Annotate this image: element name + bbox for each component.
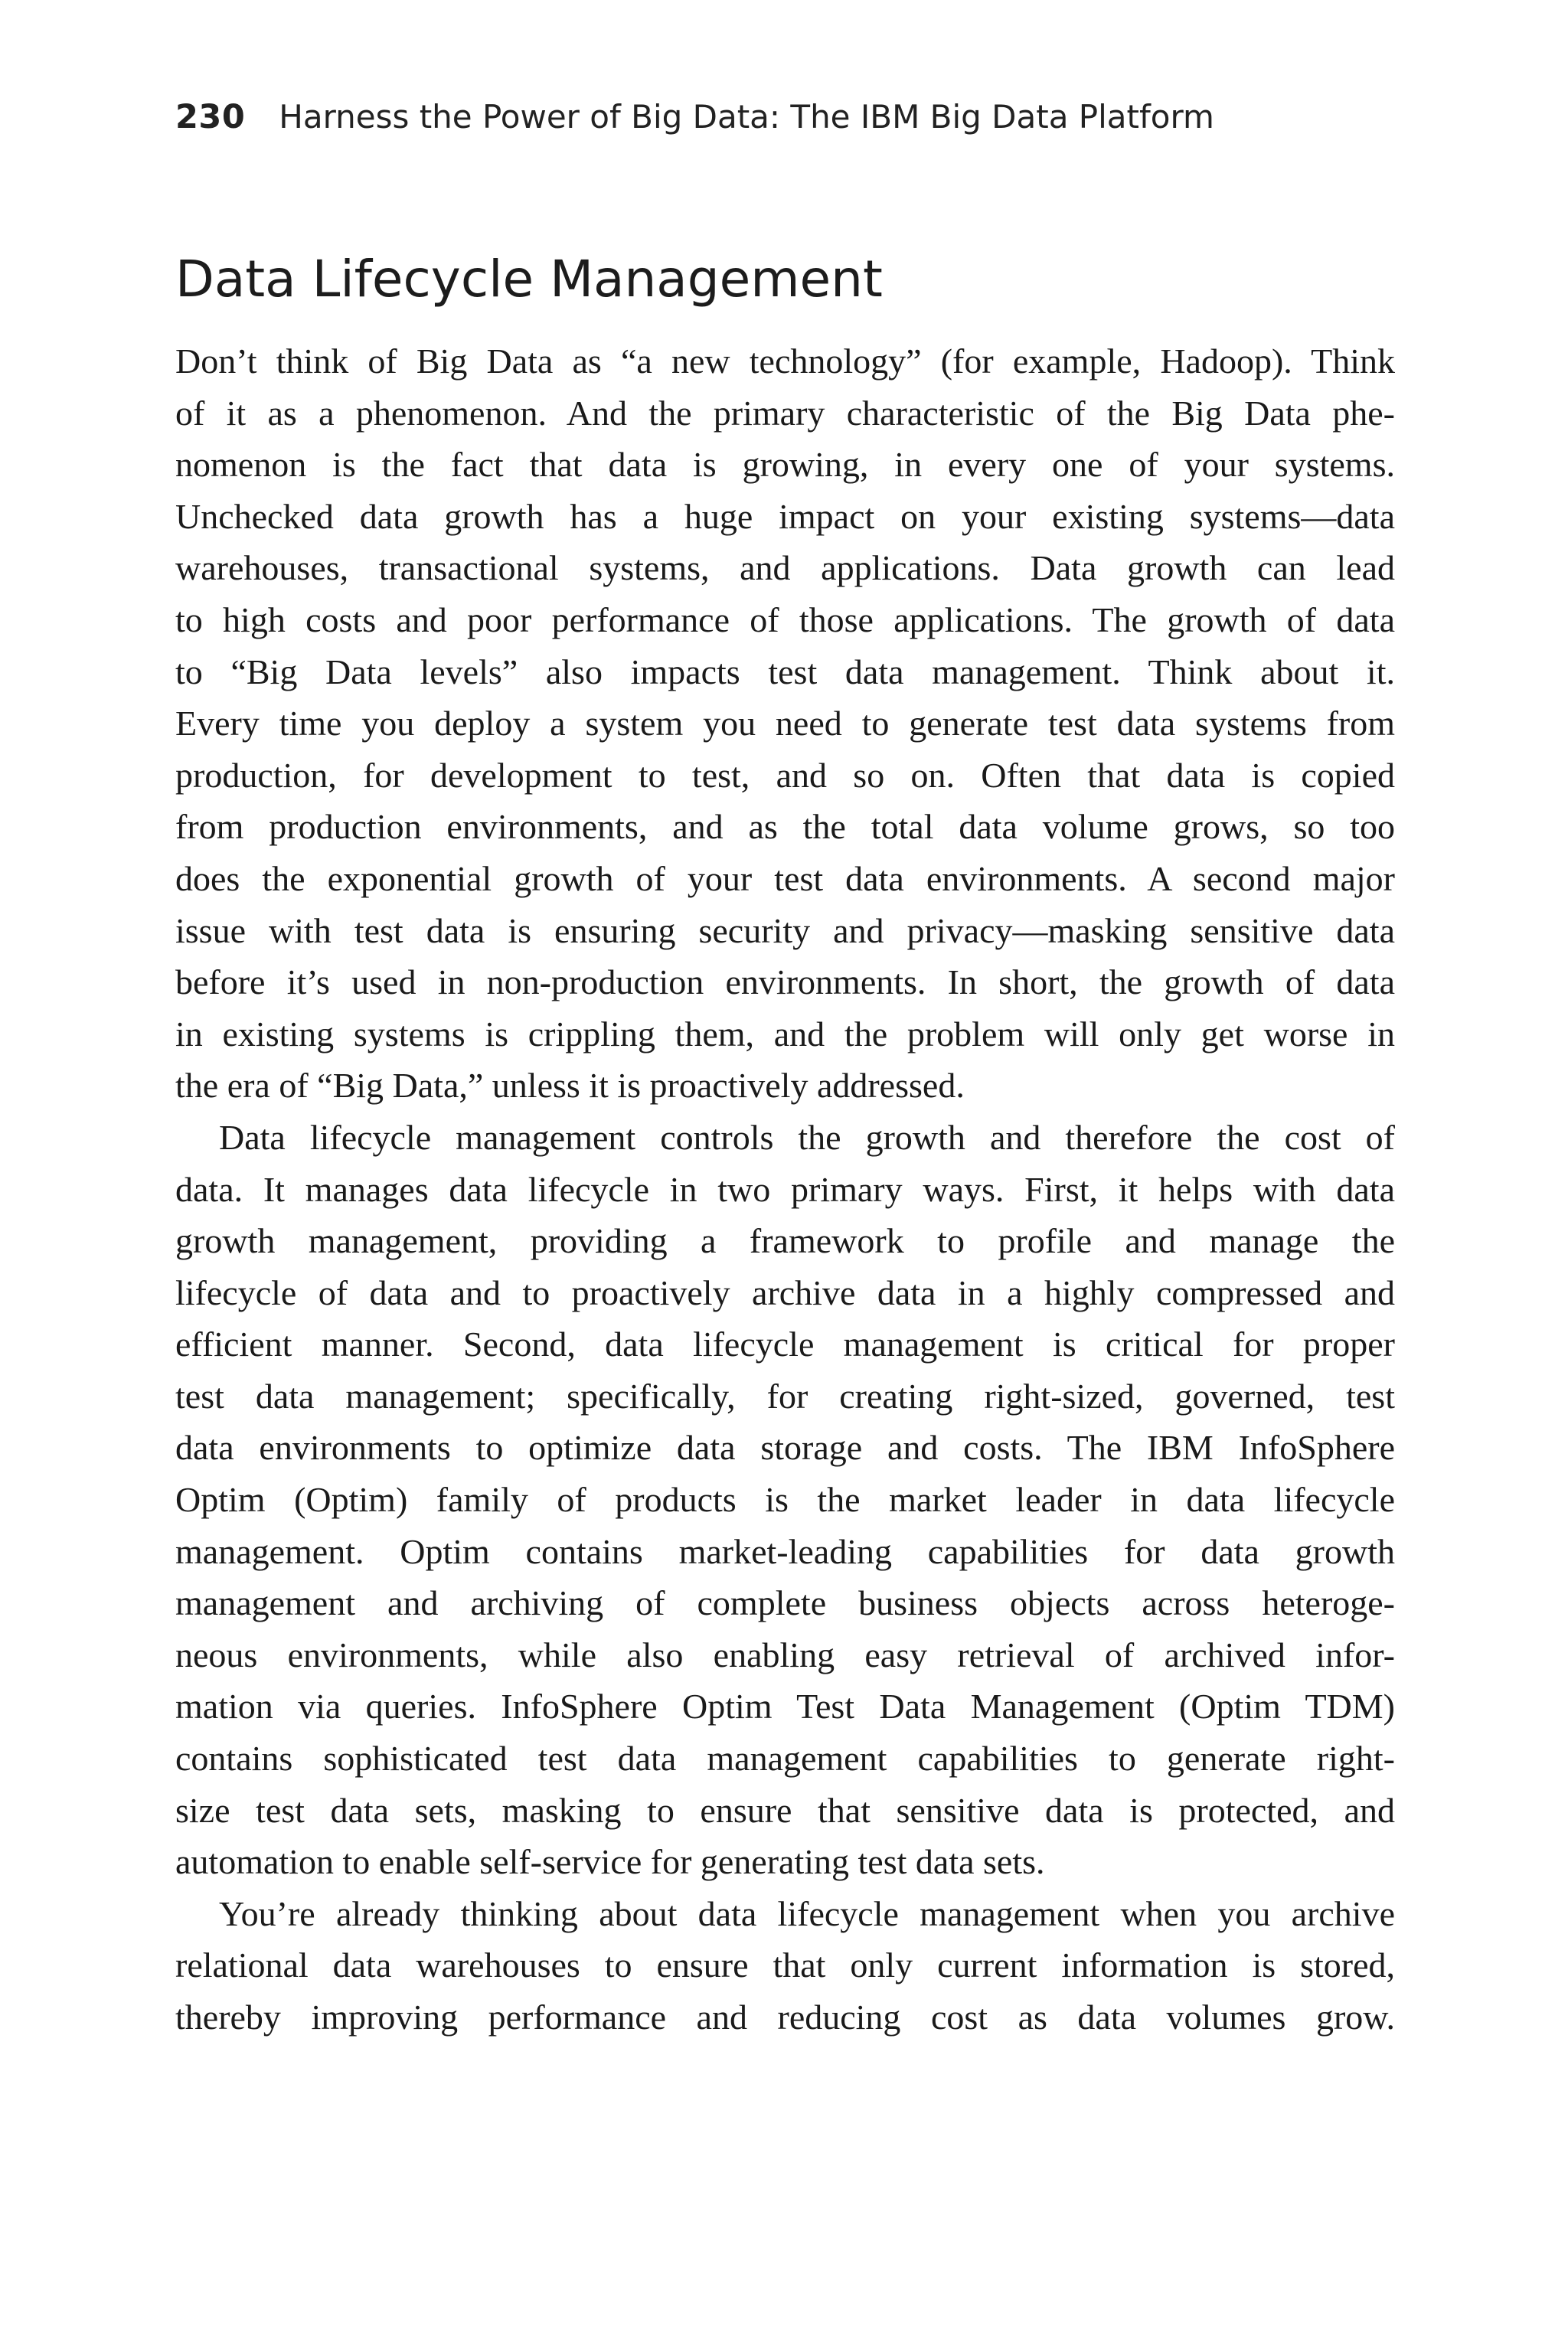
- body-text: [175, 335, 1395, 2043]
- page-number: 230: [175, 98, 246, 136]
- text-line: mation via queries. InfoSphere Optim Test Data Management (Optim TDM): [175, 1687, 1395, 1726]
- text-line: Don’t think of Big Data as “a new technology” (for example, Hadoop). Think: [175, 341, 1395, 381]
- text-line: the era of “Big Data,” unless it is proactively addressed.: [175, 1066, 965, 1106]
- section-title: Data Lifecycle Management: [175, 250, 883, 309]
- text-line: relational data warehouses to ensure that only current information is stored,: [175, 1945, 1395, 1985]
- text-line: from production environments, and as the total data volume grows, so too: [175, 807, 1395, 847]
- text-line: warehouses, transactional systems, and applications. Data growth can lead: [175, 548, 1395, 588]
- text-line: in existing systems is crippling them, and the problem will only get worse in: [175, 1014, 1395, 1054]
- text-line: test data management; specifically, for creating right-sized, governed, test: [175, 1376, 1395, 1416]
- text-line: before it’s used in non-production environments. In short, the growth of data: [175, 962, 1395, 1002]
- text-line: size test data sets, masking to ensure that sensitive data is protected, and: [175, 1790, 1395, 1830]
- text-line: neous environments, while also enabling easy retrieval of archived infor-: [175, 1635, 1395, 1674]
- text-line: management. Optim contains market-leading capabilities for data growth: [175, 1531, 1395, 1571]
- text-line: Every time you deploy a system you need to generate test data systems from: [175, 704, 1395, 743]
- text-line: production, for development to test, and so on. Often that data is copied: [175, 755, 1395, 795]
- text-line: does the exponential growth of your test data environments. A second major: [175, 858, 1395, 898]
- text-line: Unchecked data growth has a huge impact on your existing systems—data: [175, 496, 1395, 536]
- text-line: to “Big Data levels” also impacts test data management. Think about it.: [175, 652, 1395, 691]
- text-line: contains sophisticated test data management capabilities to generate right-: [175, 1739, 1395, 1779]
- text-line: data environments to optimize data storage and costs. The IBM InfoSphere: [175, 1428, 1395, 1468]
- book-title: Harness the Power of Big Data: The IBM Big Data Platform: [279, 98, 1214, 136]
- text-line: nomenon is the fact that data is growing, in every one of your systems.: [175, 445, 1395, 485]
- paragraph-2: [175, 1112, 1395, 1888]
- text-line: data. It manages data lifecycle in two primary ways. First, it helps with data: [175, 1169, 1395, 1209]
- text-line: lifecycle of data and to proactively archive data in a highly compressed and: [175, 1272, 1395, 1312]
- paragraph-3: [175, 1888, 1395, 2043]
- text-line: thereby improving performance and reducing cost as data volumes grow.: [175, 1998, 1395, 2037]
- text-line: issue with test data is ensuring security and privacy—masking sensitive data: [175, 910, 1395, 950]
- text-line: management and archiving of complete business objects across heteroge-: [175, 1583, 1395, 1623]
- text-line: efficient manner. Second, data lifecycle management is critical for proper: [175, 1325, 1395, 1364]
- text-line: of it as a phenomenon. And the primary characteristic of the Big Data phe-: [175, 393, 1395, 433]
- text-line: Data lifecycle management controls the growth and therefore the cost of: [219, 1117, 1395, 1157]
- text-line: automation to enable self-service for generating test data sets.: [175, 1842, 1045, 1882]
- text-line: Optim (Optim) family of products is the market leader in data lifecycle: [175, 1480, 1395, 1520]
- text-line: You’re already thinking about data lifecycle management when you archive: [219, 1893, 1395, 1933]
- text-line: growth management, providing a framework to profile and manage the: [175, 1221, 1395, 1261]
- text-line: to high costs and poor performance of those applications. The growth of data: [175, 599, 1395, 639]
- paragraph-1: [175, 335, 1395, 1112]
- running-head: [175, 98, 1400, 147]
